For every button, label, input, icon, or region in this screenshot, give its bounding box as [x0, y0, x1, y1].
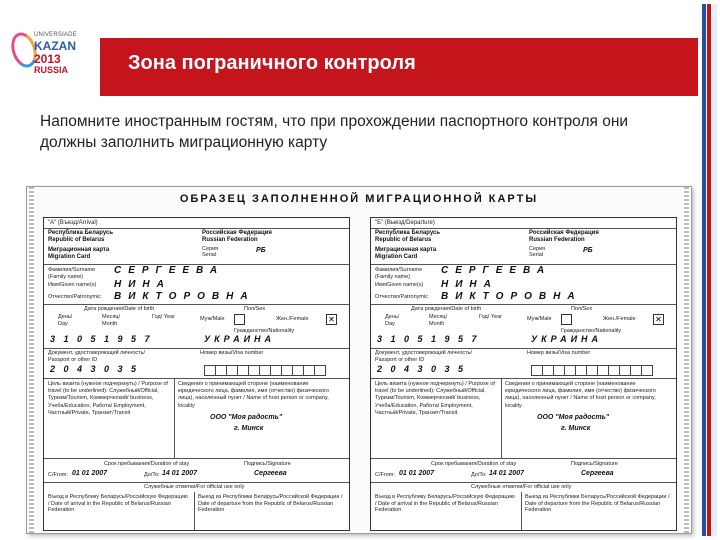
- patronymic-label: Отчество/Patronymic: [48, 294, 101, 300]
- series-label: Серия: [202, 246, 219, 252]
- given-name-label: Имя/Given name(s): [48, 282, 97, 288]
- from-label: С/From:: [48, 472, 68, 478]
- card-perforation-left: [29, 187, 34, 533]
- country-2: Российская Федерация: [529, 230, 599, 236]
- visa-label: Номер визы/Visa number: [527, 350, 591, 356]
- male-checkbox: [234, 314, 245, 325]
- divider: [501, 378, 502, 458]
- passport-label: Документ, удостоверяющий личность/ Passport or other ID: [48, 350, 146, 363]
- logo-line-2: KAZAN: [34, 39, 76, 53]
- country-1-en: Republic of Belarus: [48, 237, 105, 243]
- host-city: г. Минск: [561, 425, 591, 432]
- stay-label: Срок пребывания/Duration of stay: [104, 461, 190, 467]
- series-value: РБ: [583, 247, 593, 254]
- rule: [44, 458, 349, 459]
- rule: [371, 482, 676, 483]
- sex-label: Пол/Sex: [571, 306, 593, 312]
- female-checkbox: ✕: [653, 314, 664, 325]
- day-label: День/ Day: [58, 314, 73, 327]
- card-perforation-right: [684, 187, 689, 533]
- from-value: 01 01 2007: [72, 470, 108, 477]
- rule: [44, 348, 349, 349]
- year-label: Год/ Year: [152, 314, 175, 320]
- universiade-logo: [10, 30, 77, 86]
- passport-number: 2 0 4 3 0 3 5: [50, 364, 140, 374]
- surname-label: Фамилия/Surname (Family name): [48, 267, 96, 280]
- purpose-text: Цель визита (нужное подчеркнуть) / Purpose of travel (to be underlined): Служебный/Official, Туризм/Tourism, Коммерческий/ business, Учеба/Education, Работа/ Employment, Частный/Private, Транзит/Transit: [48, 381, 168, 416]
- section-label: "А" (Въезд/Arrival): [48, 220, 98, 226]
- patronymic-label: Отчество/Patronymic: [375, 294, 428, 300]
- card-title: ОБРАЗЕЦ ЗАПОЛНЕННОЙ МИГРАЦИОННОЙ КАРТЫ: [179, 193, 539, 205]
- male-checkbox: [561, 314, 572, 325]
- country-1: Республика Беларусь: [375, 230, 441, 236]
- given-name-label: Имя/Given name(s): [375, 282, 424, 288]
- rule: [44, 482, 349, 483]
- signature-label: Подпись/Signature: [244, 461, 291, 467]
- day-label: День/ Day: [385, 314, 400, 327]
- section-label: "Б" (Выезд/Departure): [375, 220, 435, 226]
- logo-line-3: 2013: [34, 52, 61, 66]
- page-title: Зона пограничного контроля: [128, 52, 416, 74]
- card-label-en: Migration Card: [48, 254, 91, 260]
- year-label: Год/ Year: [479, 314, 502, 320]
- from-label: С/From:: [375, 472, 395, 478]
- divider: [194, 492, 195, 530]
- patronymic-value: ВИКТОРОВНА: [114, 291, 255, 302]
- host-value: ООО "Моя радость": [537, 414, 610, 421]
- country-2: Российская Федерация: [202, 230, 272, 236]
- logo-line-4: RUSSIA: [34, 65, 69, 75]
- patronymic-value: ВИКТОРОВНА: [441, 291, 582, 302]
- to-value: 14 01 2007: [489, 470, 525, 477]
- to-label: До/To:: [144, 472, 160, 478]
- rule: [371, 458, 676, 459]
- female-label: Жен./Female: [603, 316, 636, 322]
- surname-label: Фамилия/Surname (Family name): [375, 267, 423, 280]
- card-section-departure: [370, 217, 677, 531]
- decorative-flag-strip: [698, 4, 720, 536]
- rule: [44, 378, 349, 379]
- host-text: Сведения о принимающей стороне (наименование юридического лица, фамилия, имя (отчество) физического лица), населенный пункт / Name of host person or company, locality: [178, 381, 329, 409]
- series-value: РБ: [256, 247, 266, 254]
- dob-label: Дата рождения/Date of birth: [84, 306, 155, 312]
- signature-label: Подпись/Signature: [571, 461, 618, 467]
- host-city: г. Минск: [234, 425, 264, 432]
- female-label: Жен./Female: [276, 316, 309, 322]
- rule: [371, 304, 676, 305]
- month-label: Месяц/ Month: [429, 314, 448, 327]
- description-text: Напомните иностранным гостям, что при прохождении паспортного контроля они должны заполнить миграционную карту: [40, 113, 629, 151]
- female-checkbox: ✕: [326, 314, 337, 325]
- divider: [521, 492, 522, 530]
- country-2-en: Russian Federation: [202, 237, 258, 243]
- surname-value: СЕРГЕЕВА: [441, 265, 552, 276]
- rule: [371, 348, 676, 349]
- visa-number-cells: [531, 365, 652, 374]
- official-use-label: Служебные отметки/For official use only: [471, 484, 572, 490]
- card-section-arrival: [43, 217, 350, 531]
- given-name-value: НИНА: [441, 279, 498, 290]
- male-label: Муж/Male: [527, 316, 552, 322]
- passport-label: Документ, удостоверяющий личность/ Passport or other ID: [375, 350, 473, 363]
- official-use-label: Служебные отметки/For official use only: [144, 484, 245, 490]
- month-label: Месяц/ Month: [102, 314, 121, 327]
- to-label: До/To:: [471, 472, 487, 478]
- citizenship-label: Гражданство/Nationality: [234, 328, 295, 334]
- from-value: 01 01 2007: [399, 470, 435, 477]
- rule: [44, 304, 349, 305]
- card-label: Миграционная карта: [375, 247, 437, 253]
- visa-label: Номер визы/Visa number: [200, 350, 264, 356]
- exit-text: Выезд из Республики Беларусь/Российской Федерации / Date of departure from the Republic of Belarus/Russian Federation: [198, 494, 343, 513]
- entry-text: Въезд в Республику Беларусь/Российскую Федерацию / Date of arrival in the Republic of Belarus/Russian Federation: [48, 494, 188, 513]
- stay-label: Срок пребывания/Duration of stay: [431, 461, 517, 467]
- series-label-en: Serial: [202, 252, 217, 258]
- signature-value: Сергеева: [254, 470, 287, 477]
- dob-value: 3 1 0 5 1 9 5 7: [50, 334, 153, 344]
- visa-number-cells: [204, 365, 325, 374]
- rule: [371, 228, 676, 229]
- series-label-en: Serial: [529, 252, 544, 258]
- country-1-en: Republic of Belarus: [375, 237, 432, 243]
- rule: [44, 228, 349, 229]
- series-label: Серия: [529, 246, 546, 252]
- host-value: ООО "Моя радость": [210, 414, 283, 421]
- host-text: Сведения о принимающей стороне (наименование юридического лица, фамилия, имя (отчество) физического лица), населенный пункт / Name of host person or company, locality: [505, 381, 656, 409]
- divider: [174, 378, 175, 458]
- signature-value: Сергеева: [581, 470, 614, 477]
- exit-text: Выезд из Республики Беларусь/Российской Федерации / Date of departure from the Republic of Belarus/Russian Federation: [525, 494, 670, 513]
- migration-card-sample: [26, 186, 692, 534]
- surname-value: СЕРГЕЕВА: [114, 265, 225, 276]
- dob-label: Дата рождения/Date of birth: [411, 306, 482, 312]
- card-label-en: Migration Card: [375, 254, 418, 260]
- dob-value: 3 1 0 5 1 9 5 7: [377, 334, 480, 344]
- rule: [371, 378, 676, 379]
- to-value: 14 01 2007: [162, 470, 198, 477]
- given-name-value: НИНА: [114, 279, 171, 290]
- citizenship-value: УКРАИНА: [531, 334, 603, 344]
- passport-number: 2 0 4 3 0 3 5: [377, 364, 467, 374]
- country-1: Республика Беларусь: [48, 230, 114, 236]
- entry-text: Въезд в Республику Беларусь/Российскую Федерацию / Date of arrival in the Republic of Belarus/Russian Federation: [375, 494, 515, 513]
- sex-label: Пол/Sex: [244, 306, 266, 312]
- citizenship-value: УКРАИНА: [204, 334, 276, 344]
- card-label: Миграционная карта: [48, 247, 110, 253]
- logo-line-1: UNIVERSIADE: [34, 32, 77, 38]
- male-label: Муж/Male: [200, 316, 225, 322]
- citizenship-label: Гражданство/Nationality: [561, 328, 622, 334]
- purpose-text: Цель визита (нужное подчеркнуть) / Purpose of travel (to be underlined): Служебный/Official, Туризм/Tourism, Коммерческий/ business, Учеба/Education, Работа/ Employment, Частный/Private, Транзит/Transit: [375, 381, 495, 416]
- country-2-en: Russian Federation: [529, 237, 585, 243]
